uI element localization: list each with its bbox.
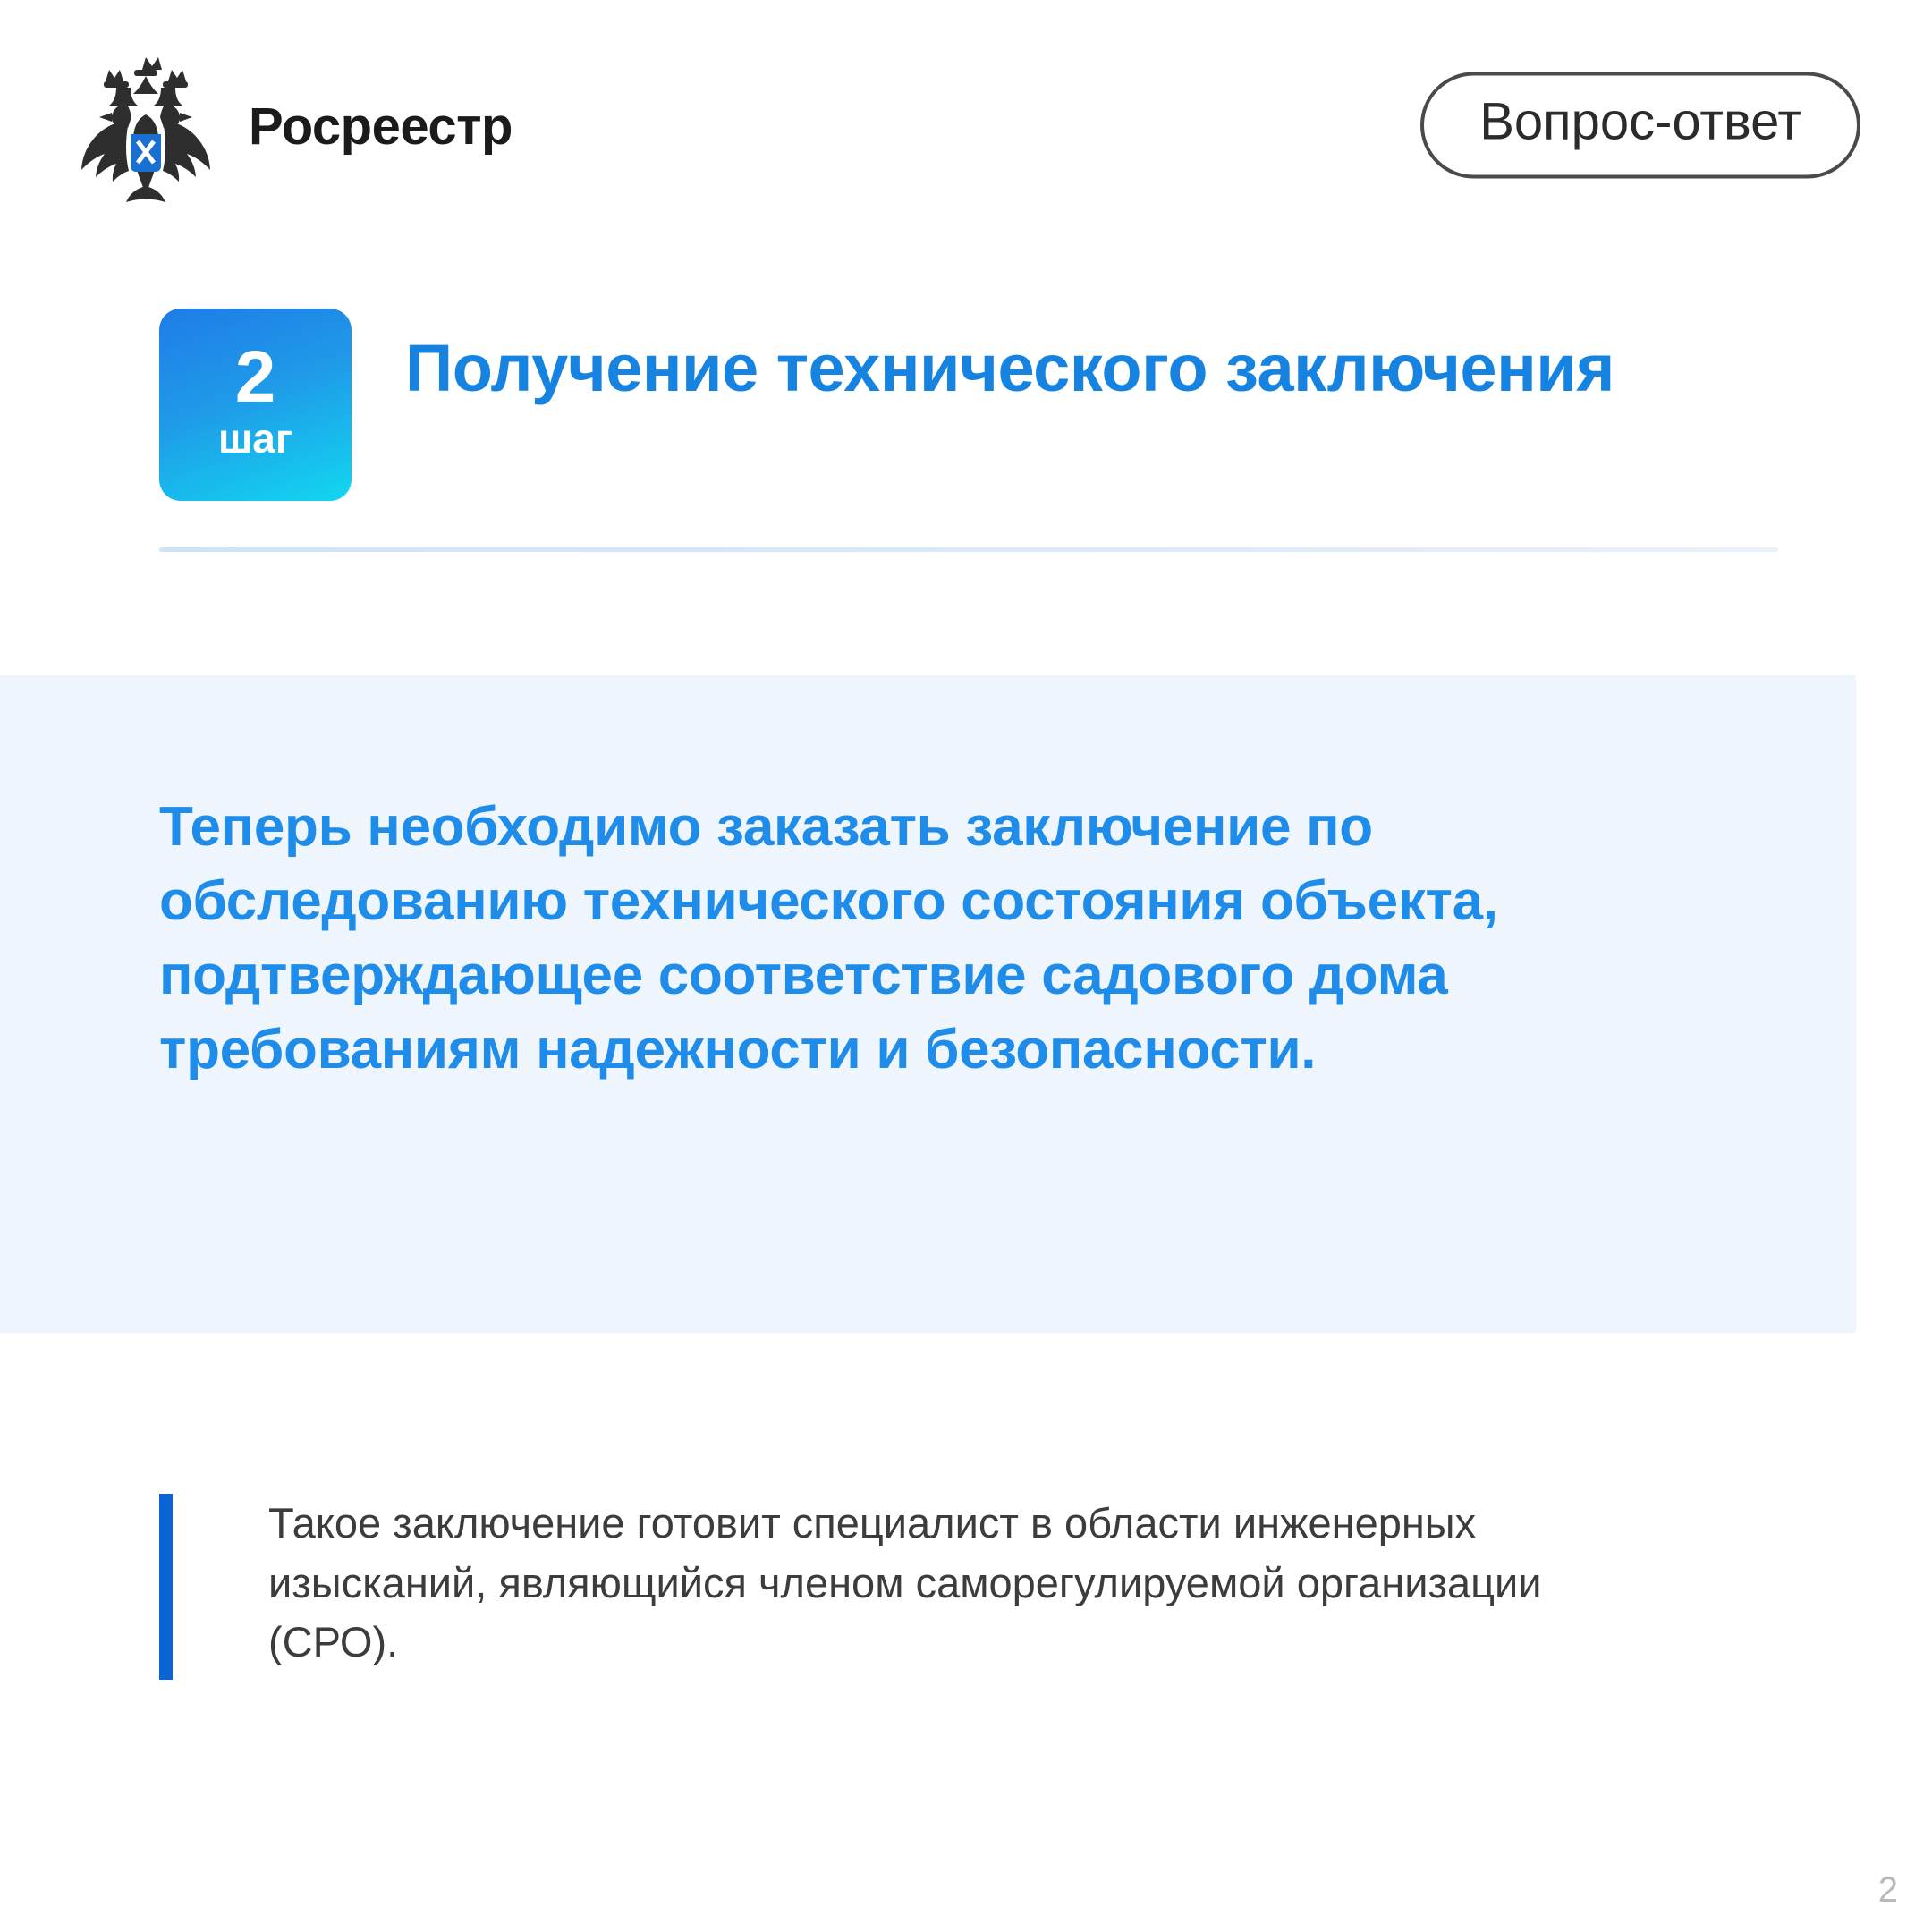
note-block (159, 1494, 1664, 1680)
page-title: Получение технического заключения (405, 331, 1614, 405)
title-divider (159, 547, 1778, 552)
note-text: Такое заключение готовит специалист в области инженерных изысканий, являющийся членом саморегулируемой организации (СРО). (268, 1499, 1542, 1666)
highlight-text: Теперь необходимо заказать заключение по обследованию технического состояния объекта, подтверждающее соответствие садового дома требованиям надежности и безопасности. (159, 796, 1498, 1081)
brand-lockup (70, 52, 513, 208)
qa-button[interactable]: Вопрос-ответ (1420, 72, 1860, 179)
note-accent-bar (159, 1494, 173, 1680)
step-header (159, 309, 1796, 501)
step-number: 2 (234, 336, 276, 419)
double-headed-eagle-emblem-icon (70, 52, 222, 208)
highlight-panel (0, 675, 1856, 1333)
page-number: 2 (1877, 1870, 1898, 1910)
brand-name: Росреестр (249, 97, 513, 156)
step-word: шаг (217, 415, 293, 462)
page-header (0, 0, 1932, 268)
step-badge (159, 309, 352, 501)
